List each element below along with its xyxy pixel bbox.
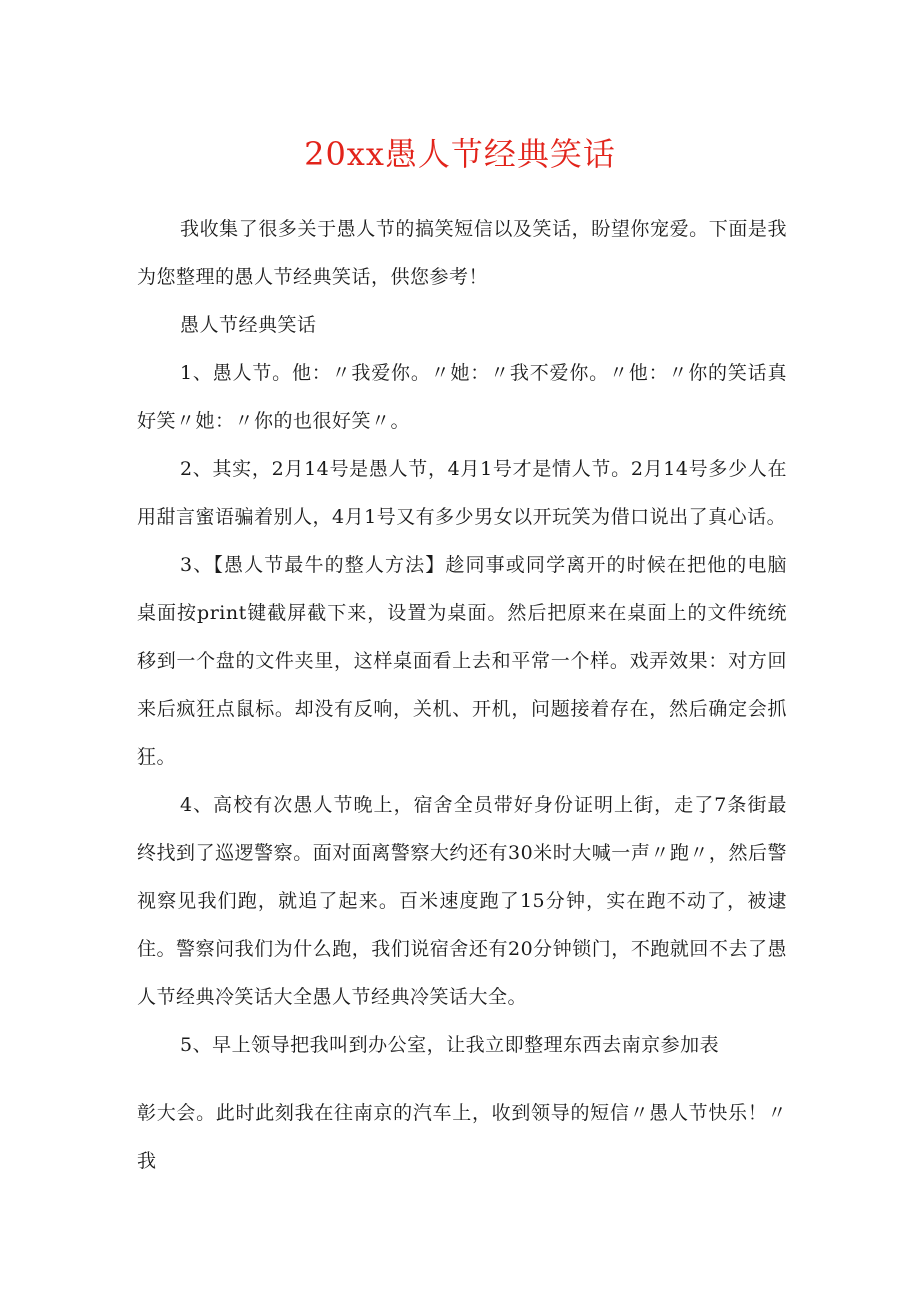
joke-paragraph-1: 1、愚人节。他：〃我爱你。〃她：〃我不爱你。〃他：〃你的笑话真好笑〃她：〃你的也很好笑〃。 [137, 362, 787, 432]
document-title: 20xx愚人节经典笑话 [304, 135, 616, 173]
document-body [137, 205, 787, 1185]
joke-paragraph-2: 2、其实，2月14号是愚人节，4月1号才是情人节。2月14号多少人在用甜言蜜语骗着别人，4月1号又有多少男女以开玩笑为借口说出了真心话。 [137, 458, 787, 528]
joke-paragraph-4: 4、高校有次愚人节晚上，宿舍全员带好身份证明上街，走了7条街最终找到了巡逻警察。面对面离警察大约还有30米时大喊一声〃跑〃，然后警视察见我们跑，就追了起来。百米速度跑了15分钟，实在跑不动了，被逮住。警察问我们为什么跑，我们说宿舍还有20分钟锁门，不跑就回不去了愚人节经典冷笑话大全愚人节经典冷笑话大全。 [137, 794, 787, 1008]
joke-paragraph-5-continued: 彰大会。此时此刻我在往南京的汽车上，收到领导的短信〃愚人节快乐！〃我 [137, 1102, 787, 1172]
joke-paragraph-3: 3、【愚人节最牛的整人方法】趁同事或同学离开的时候在把他的电脑桌面按print键截屏截下来，设置为桌面。然后把原来在桌面上的文件统统移到一个盘的文件夹里，这样桌面看上去和平常一个样。戏弄效果：对方回来后疯狂点鼠标。却没有反响，关机、开机，问题接着存在，然后确定会抓狂。 [137, 554, 787, 768]
section-heading: 愚人节经典笑话 [180, 314, 317, 336]
intro-paragraph: 我收集了很多关于愚人节的搞笑短信以及笑话，盼望你宠爱。下面是我为您整理的愚人节经典笑话，供您参考！ [137, 218, 787, 288]
joke-paragraph-5: 5、早上领导把我叫到办公室，让我立即整理东西去南京参加表 [180, 1034, 720, 1056]
